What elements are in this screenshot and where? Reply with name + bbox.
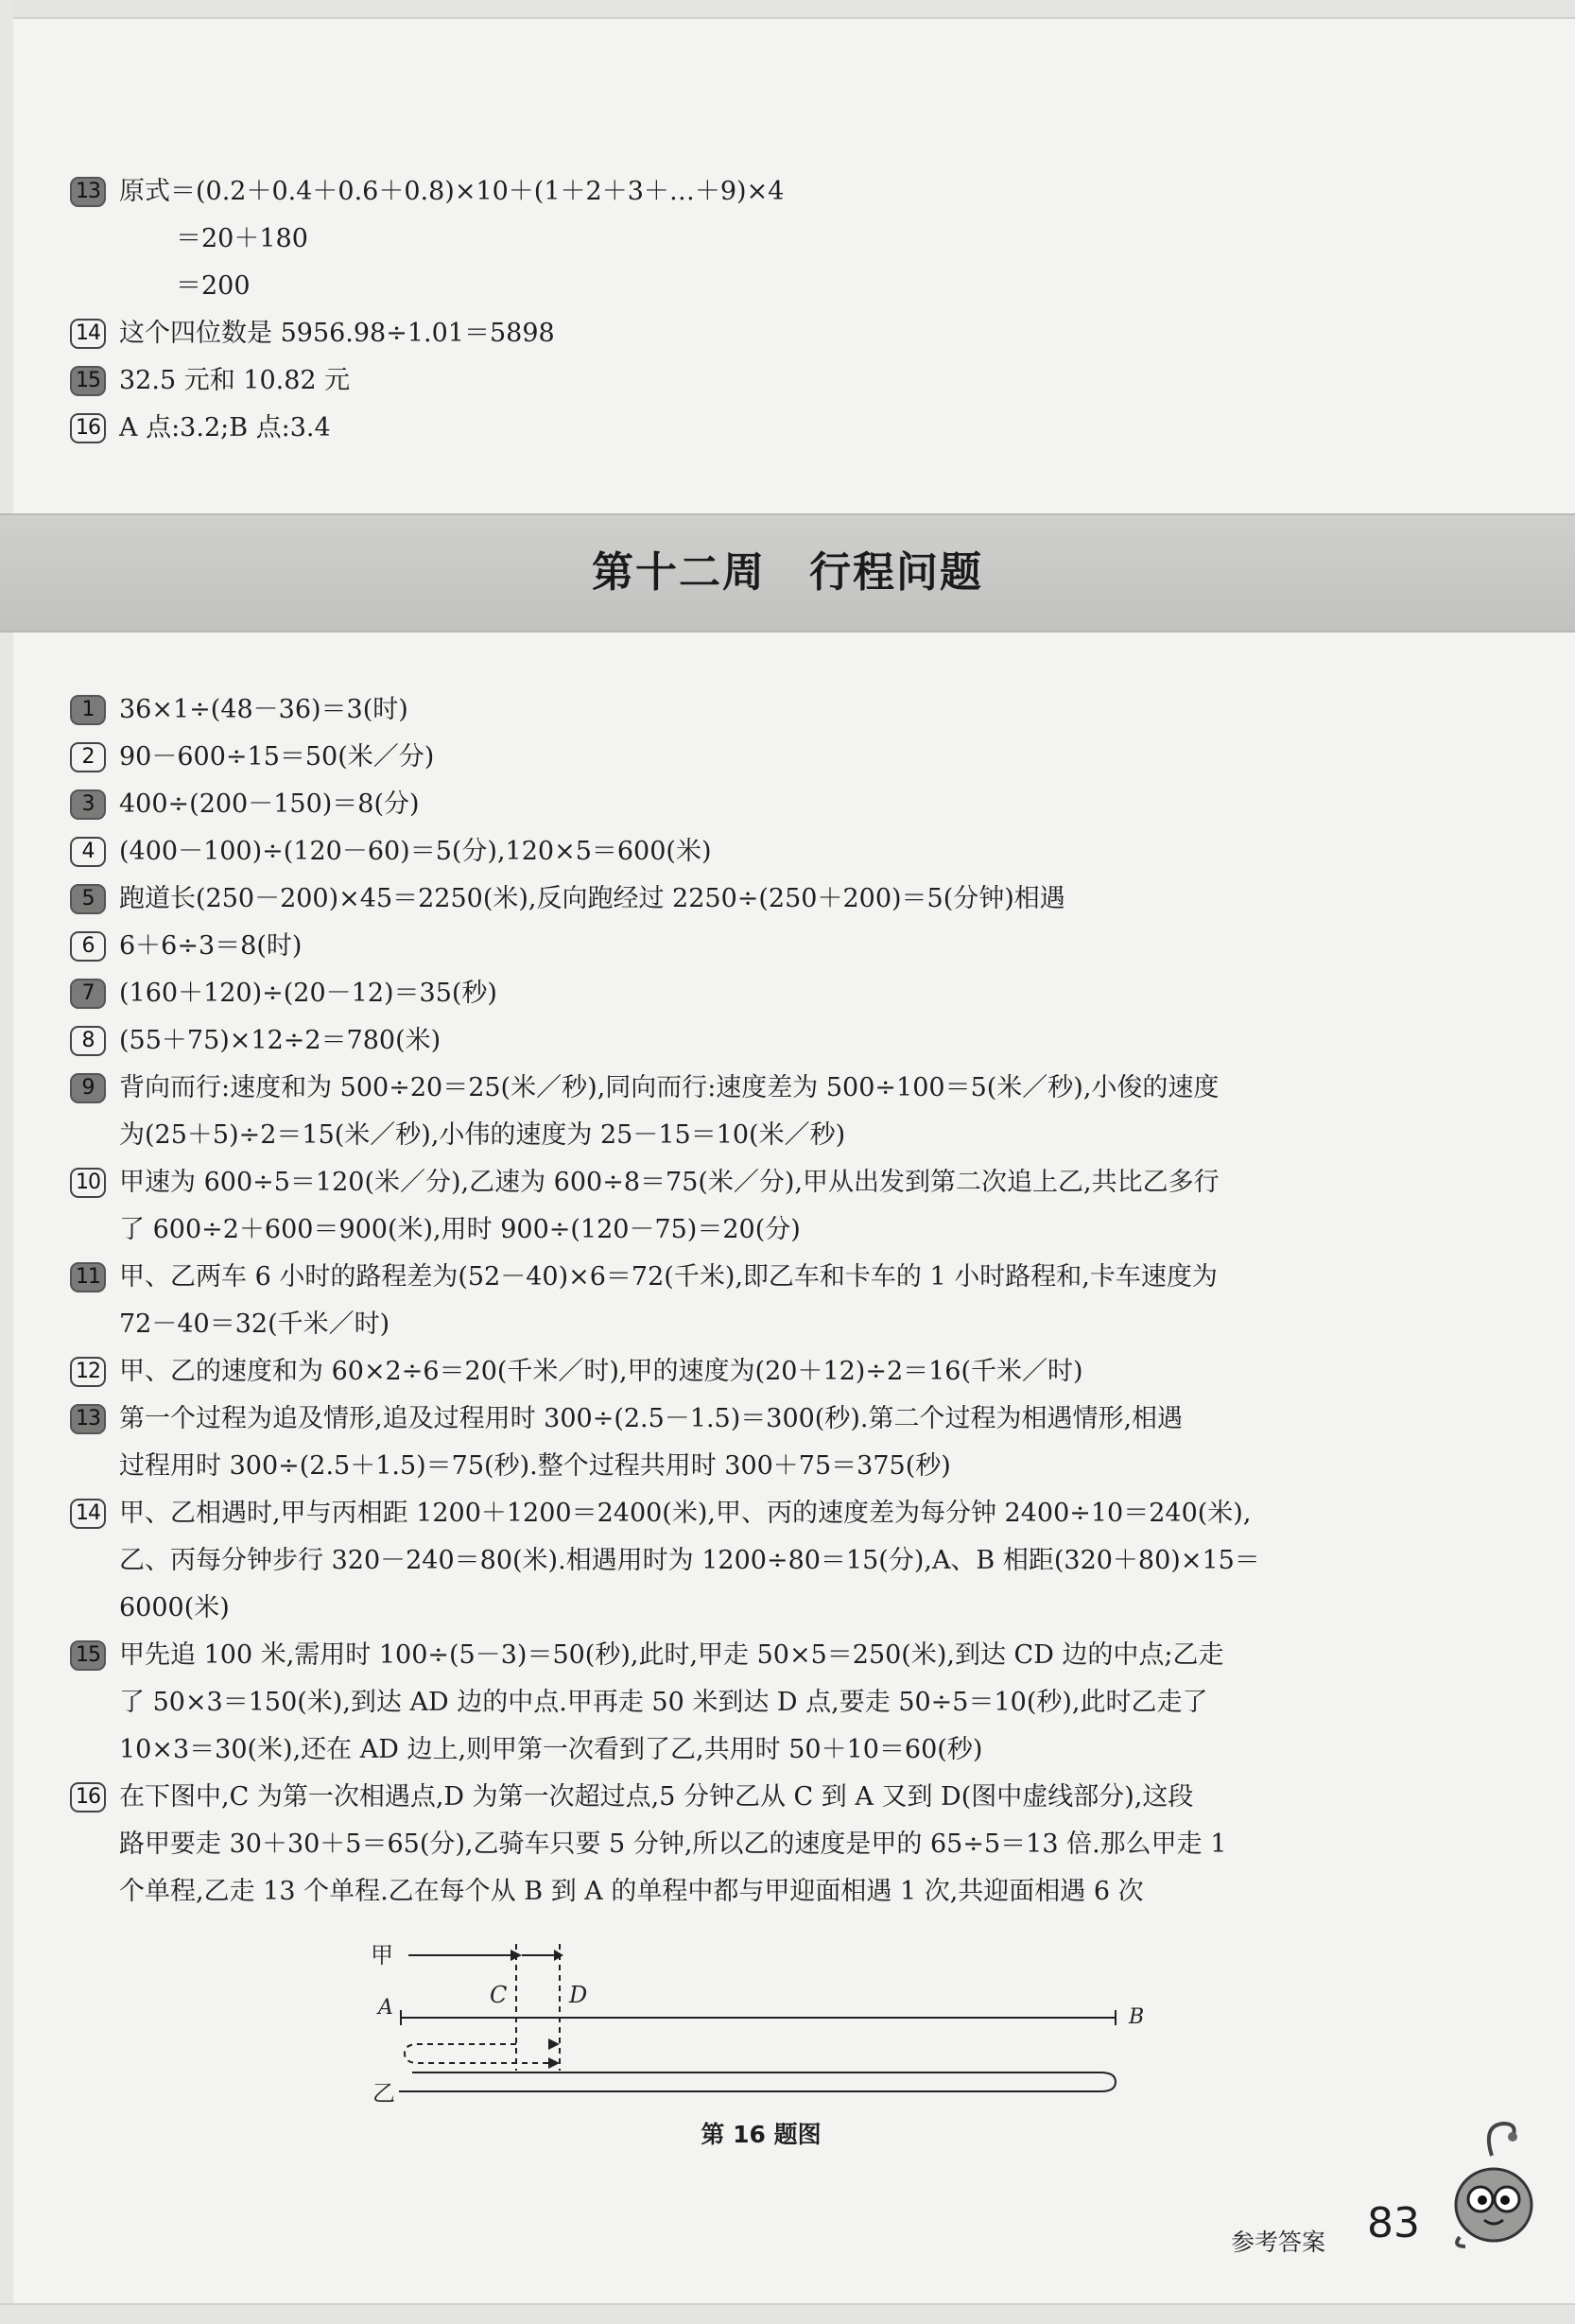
answer-item — [70, 1396, 1488, 1490]
answer-line — [70, 310, 1545, 357]
question-number-badge: 13 — [70, 1404, 106, 1434]
answer-text-continued: 了 50×3＝150(米),到达 AD 边的中点.甲再走 50 米到达 D 点,要走 50÷5＝10(秒),此时乙走了 — [119, 1688, 1208, 1717]
answer-line — [70, 970, 1488, 1017]
previous-section-answers — [70, 168, 1545, 452]
answer-text: 400÷(200－150)＝8(分) — [119, 789, 420, 819]
answer-text-continued: 了 600÷2＋600＝900(米),用时 900÷(120－75)＝20(分) — [119, 1215, 801, 1244]
section-title: 第十二周 行程问题 — [592, 548, 983, 597]
question-number-badge: 15 — [70, 366, 106, 396]
answer-text: 背向而行:速度和为 500÷20＝25(米／秒),同向而行:速度差为 500÷100＝5(米／秒),小俊的速度 — [119, 1073, 1220, 1102]
equation-continued: ＝200 — [176, 271, 251, 301]
answer-text: 32.5 元和 10.82 元 — [119, 366, 351, 395]
answer-item — [70, 970, 1488, 1017]
answer-item — [70, 923, 1488, 970]
footer-label: 参考答案 — [1231, 2229, 1326, 2256]
answer-text: 第一个过程为追及情形,追及过程用时 300÷(2.5－1.5)＝300(秒).第二个过程为相遇情形,相遇 — [119, 1404, 1184, 1433]
answer-item — [70, 1254, 1488, 1348]
answer-line — [70, 1348, 1488, 1396]
answer-item — [70, 781, 1488, 828]
question-number-badge: 13 — [70, 177, 106, 207]
answer-text-continued: 10×3＝30(米),还在 AD 边上,则甲第一次看到了乙,共用时 50＋10＝60(秒) — [119, 1735, 983, 1764]
answer-text: (400－100)÷(120－60)＝5(分),120×5＝600(米) — [119, 837, 712, 866]
answer-text: (55＋75)×12÷2＝780(米) — [119, 1026, 441, 1055]
answer-text-continued: 为(25＋5)÷2＝15(米／秒),小伟的速度为 25－15＝10(米／秒) — [119, 1120, 846, 1150]
answer-line — [70, 734, 1488, 781]
answer-text: 甲、乙两车 6 小时的路程差为(52－40)×6＝72(千米),即乙车和卡车的 1 小时路程和,卡车速度为 — [119, 1262, 1218, 1292]
answer-line — [70, 1490, 1488, 1537]
answer-line — [70, 923, 1488, 970]
answer-item — [70, 1065, 1488, 1159]
yi-arrow-head-2 — [548, 2057, 560, 2069]
answer-text: 6＋6÷3＝8(时) — [119, 931, 303, 961]
answer-text: A 点:3.2;B 点:3.4 — [119, 413, 331, 442]
answer-text-continued: 72－40＝32(千米／时) — [119, 1309, 390, 1339]
question-number-badge: 12 — [70, 1357, 106, 1387]
answer-line — [70, 686, 1488, 734]
answer-line — [70, 168, 1545, 216]
answer-line — [70, 1065, 1488, 1112]
answer-item — [70, 686, 1488, 734]
answer-item — [70, 1632, 1488, 1774]
answer-item — [70, 1348, 1488, 1396]
answer-item — [70, 828, 1488, 876]
answer-text: 36×1÷(48－36)＝3(时) — [119, 695, 408, 724]
answer-list — [70, 686, 1488, 1916]
answer-item — [70, 405, 1545, 452]
question-number-badge: 16 — [70, 1782, 106, 1812]
answer-text: 甲、乙相遇时,甲与丙相距 1200＋1200＝2400(米),甲、丙的速度差为每分钟 2400÷10＝240(米), — [119, 1499, 1252, 1528]
question-number-badge: 15 — [70, 1640, 106, 1671]
answer-line — [70, 1159, 1488, 1206]
page-number: 83 — [1367, 2199, 1420, 2247]
answer-text-continued: 6000(米) — [119, 1593, 230, 1622]
diagram-label-a: A — [378, 1996, 393, 2020]
question-number-badge: 11 — [70, 1262, 106, 1292]
question-number-badge: 3 — [70, 789, 106, 820]
question-number-badge: 5 — [70, 884, 106, 914]
yi-loop-path — [399, 2073, 1116, 2091]
page-bottom-edge — [0, 2303, 1575, 2324]
answer-line — [70, 828, 1488, 876]
answer-line — [70, 1254, 1488, 1301]
question-number-badge: 2 — [70, 742, 106, 772]
question-number-badge: 14 — [70, 319, 106, 349]
question-number-badge: 9 — [70, 1073, 106, 1103]
question-number-badge: 16 — [70, 413, 106, 443]
question-number-badge: 4 — [70, 837, 106, 867]
answer-text-continued: 过程用时 300÷(2.5＋1.5)＝75(秒).整个过程共用时 300＋75＝375(秒) — [119, 1451, 951, 1481]
section-banner — [0, 513, 1575, 633]
equation-continued: ＝20＋180 — [176, 224, 308, 253]
answer-item — [70, 357, 1545, 405]
answer-text: 原式＝(0.2＋0.4＋0.6＋0.8)×10＋(1＋2＋3＋…＋9)×4 — [119, 177, 785, 206]
answer-line — [70, 876, 1488, 923]
diagram-label-d: D — [569, 1982, 588, 2008]
answer-line — [70, 781, 1488, 828]
cartoon-bird-mascot-icon — [1437, 2118, 1550, 2250]
answer-text: 甲速为 600÷5＝120(米／分),乙速为 600÷8＝75(米／分),甲从出发到第二次追上乙,共比乙多行 — [119, 1168, 1220, 1197]
answer-item — [70, 1017, 1488, 1065]
answer-item — [70, 1490, 1488, 1632]
answer-line — [70, 1396, 1488, 1443]
answer-line — [70, 357, 1545, 405]
answer-text: 甲、乙的速度和为 60×2÷6＝20(千米／时),甲的速度为(20＋12)÷2＝16(千米／时) — [119, 1357, 1083, 1386]
answer-item — [70, 310, 1545, 357]
answer-text-continued: 乙、丙每分钟步行 320－240＝80(米).相遇用时为 1200÷80＝15(分),A、B 相距(320＋80)×15＝ — [119, 1546, 1260, 1575]
question-number-badge: 6 — [70, 931, 106, 962]
page-top-edge — [0, 0, 1575, 19]
answer-text: 在下图中,C 为第一次相遇点,D 为第一次超过点,5 分钟乙从 C 到 A 又到 D(图中虚线部分),这段 — [119, 1782, 1194, 1812]
question-number-badge: 8 — [70, 1026, 106, 1056]
question-number-badge: 14 — [70, 1499, 106, 1529]
yi-dashed-return-path — [405, 2044, 548, 2063]
question-number-badge: 10 — [70, 1168, 106, 1198]
answer-line — [70, 1017, 1488, 1065]
answer-text-continued: 个单程,乙走 13 个单程.乙在每个从 B 到 A 的单程中都与甲迎面相遇 1 次,共迎面相遇 6 次 — [119, 1877, 1144, 1906]
answer-text: 90－600÷15＝50(米／分) — [119, 742, 435, 772]
answer-line — [70, 1632, 1488, 1679]
answer-item — [70, 734, 1488, 781]
answer-item — [70, 1774, 1488, 1916]
yi-arrow-head-1 — [548, 2038, 560, 2050]
answer-text: 这个四位数是 5956.98÷1.01＝5898 — [119, 319, 555, 348]
answer-item — [70, 168, 1545, 310]
diagram-caption: 第 16 题图 — [701, 2121, 822, 2148]
diagram-label-jia: 甲 — [371, 1942, 393, 1968]
problem-16-diagram — [359, 1938, 1172, 2108]
answer-item — [70, 1159, 1488, 1254]
answer-line — [70, 405, 1545, 452]
answer-text-continued: 路甲要走 30＋30＋5＝65(分),乙骑车只要 5 分钟,所以乙的速度是甲的 65÷5＝13 倍.那么甲走 1 — [119, 1830, 1227, 1859]
answer-text: 跑道长(250－200)×45＝2250(米),反向跑经过 2250÷(250＋200)＝5(分钟)相遇 — [119, 884, 1065, 913]
diagram-label-b: B — [1129, 2005, 1145, 2029]
question-number-badge: 1 — [70, 695, 106, 725]
answer-text: (160＋120)÷(20－12)＝35(秒) — [119, 979, 497, 1008]
diagram-label-c: C — [490, 1982, 508, 2008]
page-binding-edge — [0, 0, 13, 2322]
answer-text: 甲先追 100 米,需用时 100÷(5－3)＝50(秒),此时,甲走 50×5＝250(米),到达 CD 边的中点;乙走 — [119, 1640, 1224, 1670]
question-number-badge: 7 — [70, 979, 106, 1009]
answer-item — [70, 876, 1488, 923]
answer-line — [70, 1774, 1488, 1821]
diagram-label-yi: 乙 — [372, 2080, 395, 2107]
